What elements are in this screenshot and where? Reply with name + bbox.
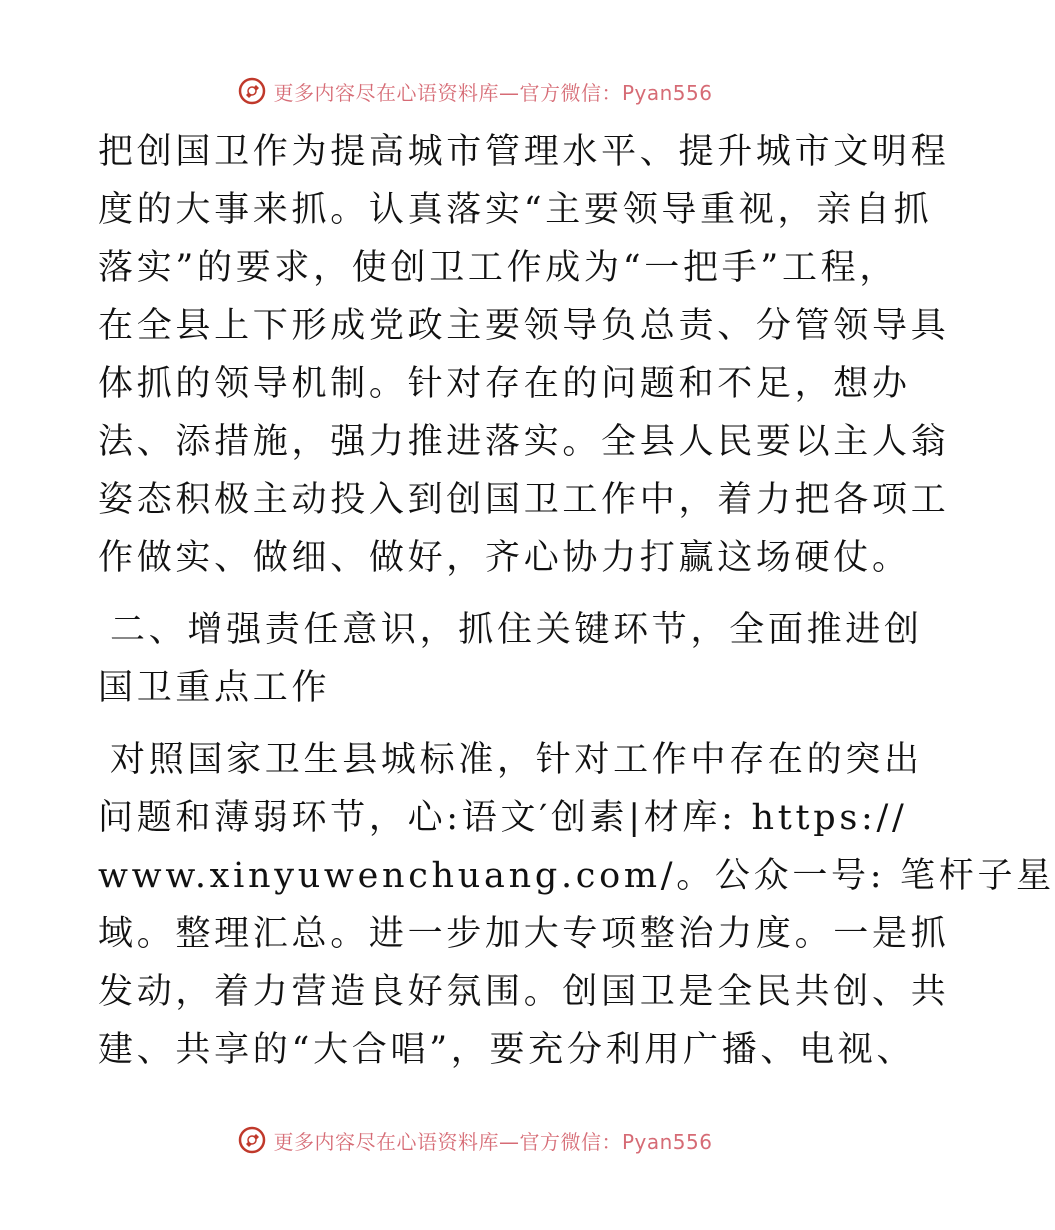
heading-line: 二、增强责任意识，抓住关键环节，全面推进创 [110,610,923,650]
document-body [98,123,1055,1079]
text-line: www.xinyuwenchuang.com/。公众一号: 笔杆子星 [98,856,1055,896]
stamp-logo-icon [237,1125,267,1155]
text-line: 把创国卫作为提高城市管理水平、提升城市文明程 [98,132,950,172]
text-line: 落实”的要求，使创卫工作成为“一把手”工程， [98,248,899,288]
text-line: 对照国家卫生县城标准，针对工作中存在的突出 [110,740,923,780]
text-line: 作做实、做细、做好，齐心协力打赢这场硬仗。 [98,538,911,578]
text-line: 域。整理汇总。进一步加大专项整治力度。一是抓 [98,914,950,954]
text-line: 发动，着力营造良好氛围。创国卫是全民共创、共 [98,972,950,1012]
text-line: 度的大事来抓。认真落实“主要领导重视，亲自抓 [98,190,933,230]
stamp-logo-icon [237,76,267,106]
heading-line: 国卫重点工作 [98,668,331,708]
watermark-text: 更多内容尽在心语资料库—官方微信：Pyan556 [273,1129,713,1154]
footer-watermark-banner [0,1120,950,1160]
text-line: 问题和薄弱环节，心:语文′创素|材库: https:// [98,798,908,838]
text-line: 姿态积极主动投入到创国卫工作中，着力把各项工 [98,480,950,520]
header-watermark-banner [0,71,950,111]
text-line: 体抓的领导机制。针对存在的问题和不足，想办 [98,364,911,404]
watermark-text: 更多内容尽在心语资料库—官方微信：Pyan556 [273,80,713,105]
paragraph-1 [98,123,950,587]
text-line: 法、添措施，强力推进落实。全县人民要以主人翁 [98,422,950,462]
text-line: 在全县上下形成党政主要领导负总责、分管领导具 [98,306,950,346]
section-heading [98,601,923,717]
text-line: 建、共享的“大合唱”，要充分利用广播、电视、 [98,1030,916,1070]
paragraph-3 [98,731,1055,1079]
